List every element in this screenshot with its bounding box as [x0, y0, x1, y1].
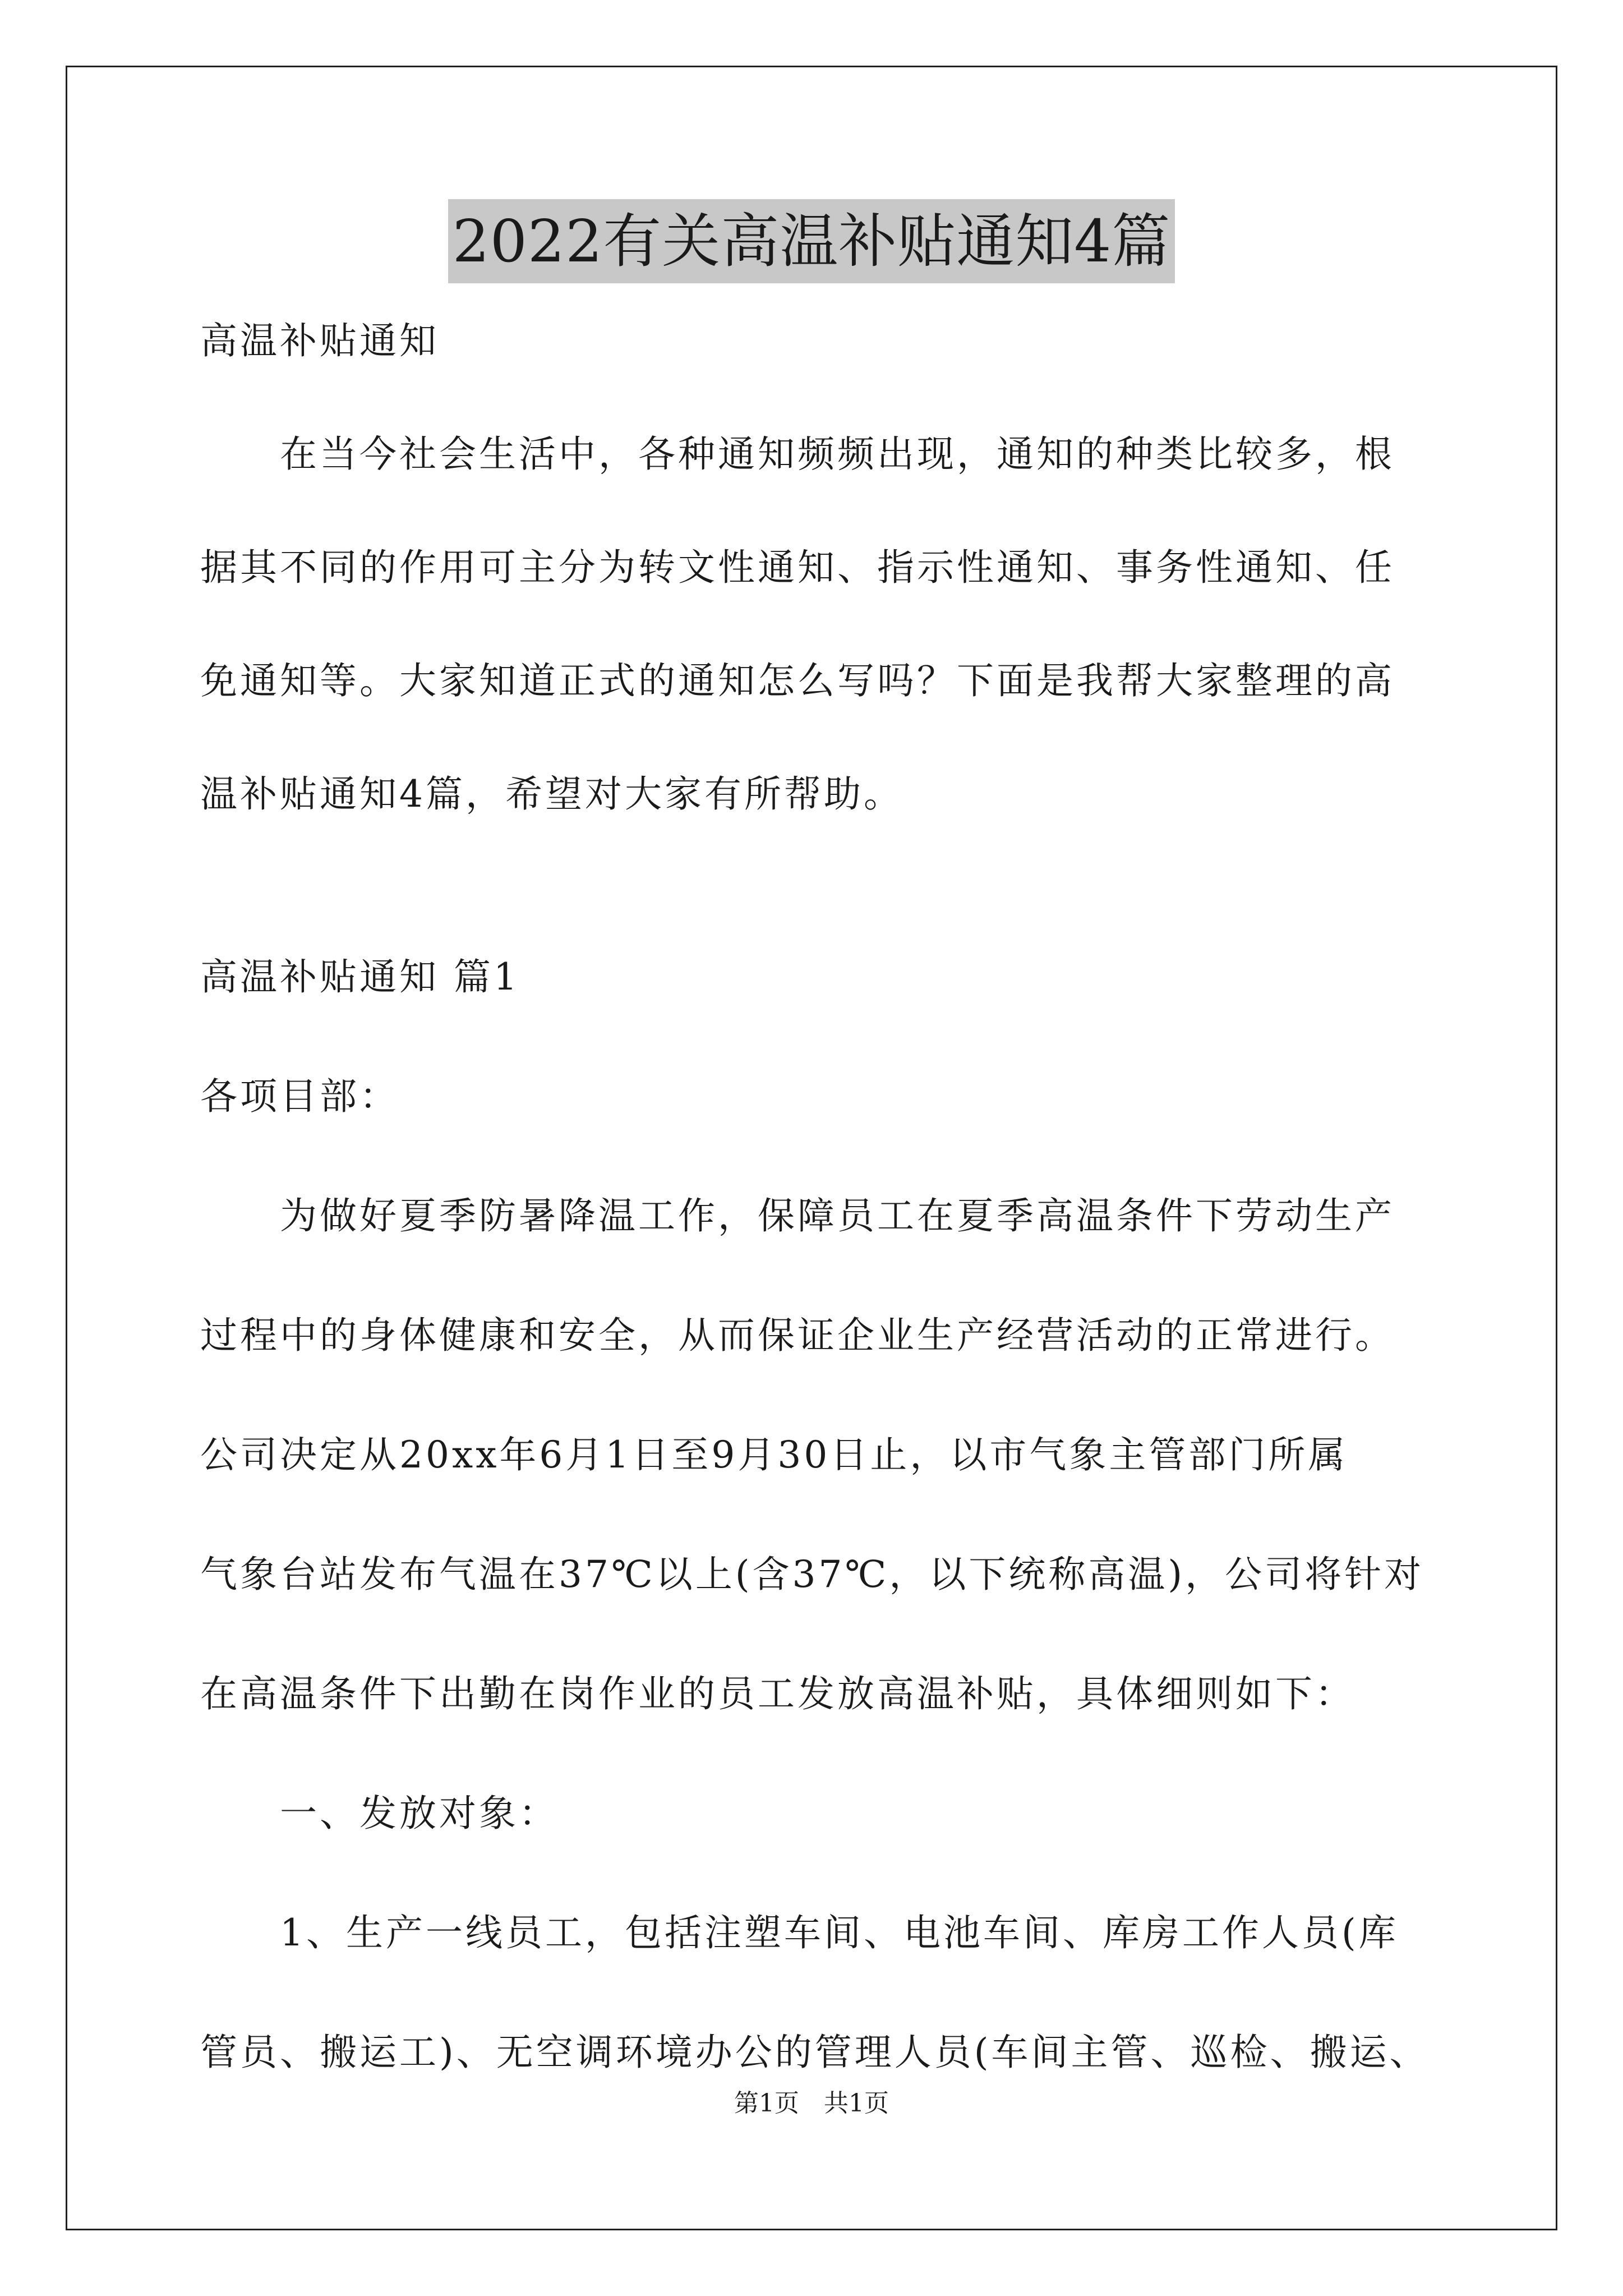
intro-line: 温补贴通知4篇，希望对大家有所帮助。: [200, 772, 903, 816]
body-line: 公司决定从20xx年6月1日至9月30日止，以市气象主管部门所属: [200, 1433, 1348, 1476]
intro-heading: 高温补贴通知: [200, 319, 439, 362]
item-line: 管员、搬运工)、无空调环境办公的管理人员(车间主管、巡检、搬运、: [200, 2031, 1430, 2074]
intro-line: 在当今社会生活中，各种通知频频出现，通知的种类比较多，根: [200, 432, 1395, 476]
body-line: 气象台站发布气温在37℃以上(含37℃，以下统称高温)，公司将针对: [200, 1553, 1424, 1596]
document-title: 2022有关高温补贴通知4篇: [448, 199, 1175, 283]
body-line: 过程中的身体健康和安全，从而保证企业生产经营活动的正常进行。: [200, 1314, 1395, 1357]
intro-line: 据其不同的作用可主分为转文性通知、指示性通知、事务性通知、任: [200, 546, 1395, 589]
body-line: 在高温条件下出勤在岗作业的员工发放高温补贴，具体细则如下：: [200, 1672, 1355, 1715]
salutation: 各项目部：: [200, 1075, 399, 1118]
document-body: [200, 314, 1434, 2079]
title-container: [0, 199, 1623, 283]
section-heading: 高温补贴通知 篇1: [200, 955, 520, 999]
item-heading: 一、发放对象：: [200, 1792, 559, 1835]
page-footer: 第1页 共1页: [734, 2089, 889, 2118]
item-line: 1、生产一线员工，包括注塑车间、电池车间、库房工作人员(库: [200, 1911, 1399, 1954]
intro-line: 免通知等。大家知道正式的通知怎么写吗？下面是我帮大家整理的高: [200, 659, 1395, 702]
body-line: 为做好夏季防暑降温工作，保障员工在夏季高温条件下劳动生产: [200, 1194, 1395, 1237]
